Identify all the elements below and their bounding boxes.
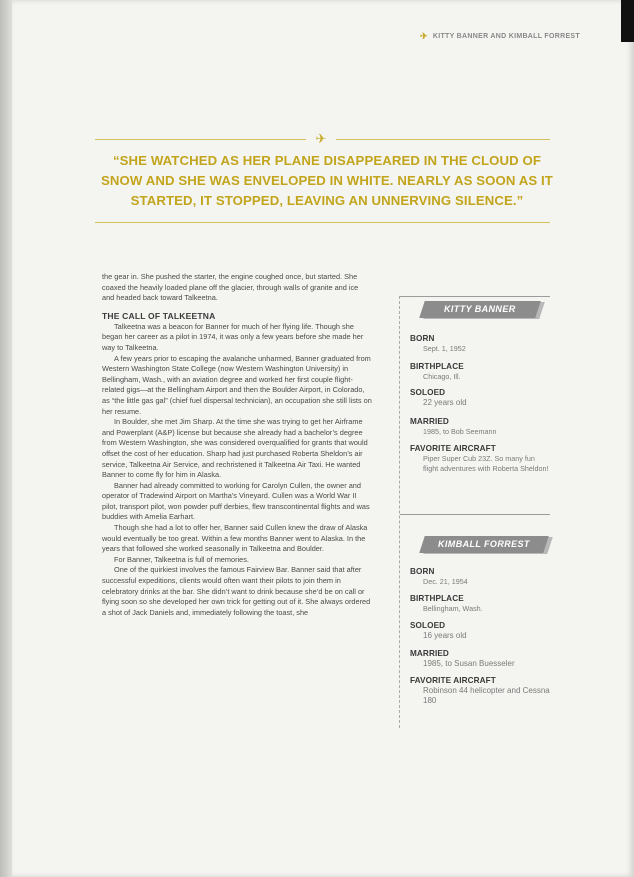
field-birthplace <box>410 362 550 382</box>
field-label: MARRIED <box>410 417 449 426</box>
field-value: 22 years old <box>423 398 467 407</box>
name-banner <box>419 536 549 553</box>
corner-bar <box>621 0 634 42</box>
running-head-text: KITTY BANNER AND KIMBALL FORREST <box>432 33 580 40</box>
field-value: Robinson 44 helicopter and Cessna 180 <box>423 686 550 705</box>
box-top-rule <box>400 296 550 297</box>
box-bottom-rule <box>400 514 550 515</box>
field-label: MARRIED <box>410 649 449 658</box>
field-label: SOLOED <box>410 621 446 630</box>
field-favorite-aircraft <box>410 444 550 474</box>
field-value: 1985, to Susan Buesseler <box>423 659 515 668</box>
field-value: Dec. 21, 1954 <box>423 577 468 586</box>
field-label: BIRTHPLACE <box>410 594 464 603</box>
field-label: FAVORITE AIRCRAFT <box>410 444 496 453</box>
name-banner-text: KIMBALL FORREST <box>438 539 530 549</box>
pull-quote: “SHE WATCHED AS HER PLANE DISAPPEARED IN THE CLOUD OF SNOW AND SHE WAS ENVELOPED IN WHITE. NEARLY AS SOON AS IT STARTED, IT STOPPED, LEAVING AN UNNERVING SILENCE.” <box>101 153 553 208</box>
plane-icon: ✈ <box>420 31 428 41</box>
article-paragraph: For Banner, Talkeetna is full of memories. <box>114 554 249 564</box>
article-paragraph: Though she had a lot to offer her, Banner said Cullen knew the draw of Alaska would eventually be too great. Within a few months Banner went to Alaska. In the years that followed she worked seasonally in Talkeetna and Boulder. <box>102 523 368 554</box>
field-value: Bellingham, Wash. <box>423 604 483 613</box>
article-paragraph: Talkeetna was a beacon for Banner for much of her flying life. Though she began her career as a pilot in 1974, it was only a few years before she made her way to Talkeetna. <box>102 321 364 352</box>
field-value: 1985, to Bob Seemann <box>423 427 497 436</box>
profile-box-kitty-banner <box>400 296 550 516</box>
field-born <box>410 567 550 587</box>
field-soloed <box>410 388 550 408</box>
article-paragraph: In Boulder, she met Jim Sharp. At the time she was trying to get her Airframe and Powerplant (A&P) license but because she already had a bachelor’s degree from Western Washington, she was considered overqualified for grants that would offset the cost of her education. Sharp had just purchased Roberta Sheldon’s air service, Talkeetna Air Service, and rechristened it Talkeetna Air Taxi. He wanted Banner to come fly for him in Alaska. <box>102 417 368 480</box>
article-paragraph: Banner had already committed to working for Carolyn Cullen, the owner and operator of Tradewind Airport on Martha’s Vineyard. Cullen was a World War II pilot, transport pilot, won powder puff derbies, flew transcontinental flights and was buddies with Amelia Earhart. <box>102 480 370 522</box>
section-heading: THE CALL OF TALKEETNA <box>102 310 216 321</box>
running-head <box>420 31 580 42</box>
field-value: Piper Super Cub 23Z. So many fun flight adventures with Roberta Sheldon! <box>423 454 549 473</box>
field-label: BORN <box>410 567 435 576</box>
field-soloed <box>410 621 550 641</box>
quote-bottom-rule <box>95 222 550 223</box>
field-label: BIRTHPLACE <box>410 362 464 371</box>
field-married <box>410 417 550 437</box>
field-favorite-aircraft <box>410 676 550 706</box>
article-paragraph: One of the quirkiest involves the famous Fairview Bar. Banner said that after successful expeditions, clients would often want their pilots to join them in celebratory drinks at the bar. She didn’t want to drink because she’d be on call or flying soon so she developed her own trick for getting out of it. She always ordered a shot of Jack Daniels and, immediately following the toast, she <box>102 565 371 617</box>
field-value: Sept. 1, 1952 <box>423 344 466 353</box>
field-value: Chicago, Ill. <box>423 372 461 381</box>
field-married <box>410 649 550 669</box>
name-banner-text: KITTY BANNER <box>444 304 516 314</box>
field-label: SOLOED <box>410 388 446 397</box>
article-intro: the gear in. She pushed the starter, the engine coughed once, but started. She coaxed the heavily loaded plane off the glacier, through walls of granite and ice and headed back toward Talkeetna. <box>102 272 359 303</box>
field-born <box>410 334 550 354</box>
field-label: FAVORITE AIRCRAFT <box>410 676 496 685</box>
name-banner <box>419 301 541 318</box>
article-paragraph: A few years prior to escaping the avalanche unharmed, Banner graduated from Western Washington State College (now Western Washington University) in Bellingham, Wash., with an aviation degree and worked her first couple flight-related gigs—at the Bellingham Airport and then the Boulder Airport, in Colorado, as “the little gas gal” (chief fuel dispersal technician), an occupation she still lists on her resume. <box>102 353 372 416</box>
article-body <box>102 272 372 618</box>
field-value: 16 years old <box>423 631 467 640</box>
wing-emblem-icon: ✈ <box>306 132 336 146</box>
profile-box-kimball-forrest <box>400 533 550 723</box>
field-label: BORN <box>410 334 435 343</box>
field-birthplace <box>410 594 550 614</box>
